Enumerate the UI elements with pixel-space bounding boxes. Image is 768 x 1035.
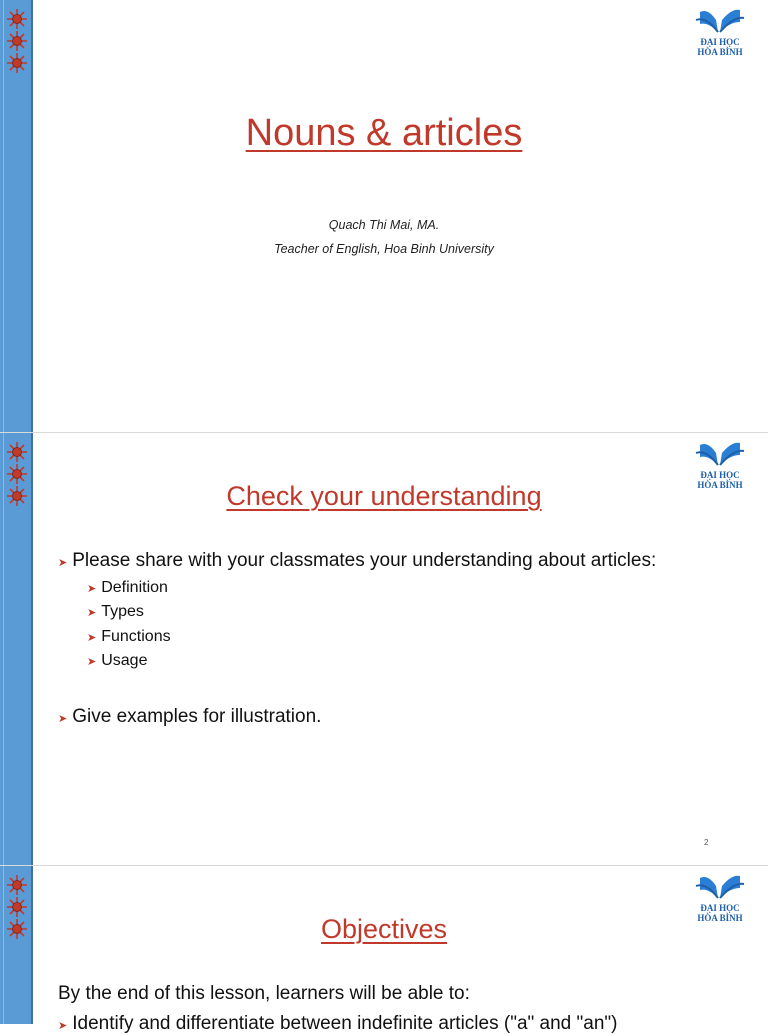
slide-sidebar: [0, 0, 33, 432]
slide-title: [0, 0, 768, 432]
slide-heading: Check your understanding: [226, 481, 542, 511]
logo-text-line2: HÒA BÌNH: [697, 480, 743, 490]
logo-text-line2: HÒA BÌNH: [697, 913, 743, 923]
university-logo: [694, 6, 746, 60]
arrow-bullet-icon: ➤: [87, 656, 97, 668]
bullet-item: [58, 1013, 617, 1035]
logo-text-line1: ĐẠI HỌC: [700, 903, 740, 913]
slide-title-heading: Nouns & articles: [245, 112, 523, 154]
sub-bullet-item: [87, 603, 144, 621]
logo-text-line1: ĐẠI HỌC: [700, 37, 740, 47]
slide-objectives: [0, 866, 768, 1034]
page-number: 2: [704, 838, 709, 847]
sub-bullet-item: [87, 652, 147, 670]
arrow-bullet-icon: ➤: [87, 632, 97, 644]
sub-bullet-text: Usage: [101, 652, 148, 669]
logo-text-line1: ĐẠI HỌC: [700, 470, 740, 480]
book-wave-icon: [694, 439, 746, 469]
bullet-text: Give examples for illustration.: [72, 706, 322, 727]
sub-bullet-item: [87, 579, 168, 597]
bullet-text: Identify and differentiate between indefinite articles ("a" and "an"): [72, 1013, 618, 1034]
sub-bullet-text: Functions: [101, 628, 171, 645]
arrow-bullet-icon: ➤: [87, 583, 97, 595]
slide-check-understanding: [0, 433, 768, 865]
logo-text-line2: HÒA BÌNH: [697, 47, 743, 57]
sun-icon: [6, 30, 28, 52]
bullet-item: [58, 706, 321, 728]
bullet-text: Please share with your classmates your understanding about articles:: [72, 550, 657, 571]
sun-icon: [6, 52, 28, 74]
sub-bullet-item: [87, 628, 171, 646]
sun-icon: [6, 8, 28, 30]
author-name: Quach Thi Mai, MA.: [328, 218, 440, 232]
book-wave-icon: [694, 872, 746, 902]
arrow-bullet-icon: ➤: [58, 557, 68, 569]
intro-text: By the end of this lesson, learners will be able to:: [58, 983, 470, 1004]
sun-icon: [6, 874, 28, 896]
author-affiliation: Teacher of English, Hoa Binh University: [274, 242, 494, 256]
sub-bullet-text: Types: [101, 603, 144, 620]
sun-icon: [6, 441, 28, 463]
bullet-item: [58, 550, 656, 572]
arrow-bullet-icon: ➤: [58, 713, 68, 725]
arrow-bullet-icon: ➤: [87, 607, 97, 619]
sub-bullet-text: Definition: [101, 579, 168, 596]
slide-heading: Objectives: [320, 914, 448, 944]
arrow-bullet-icon: ➤: [58, 1020, 68, 1032]
book-wave-icon: [694, 6, 746, 36]
slide-sidebar: [0, 866, 33, 1024]
